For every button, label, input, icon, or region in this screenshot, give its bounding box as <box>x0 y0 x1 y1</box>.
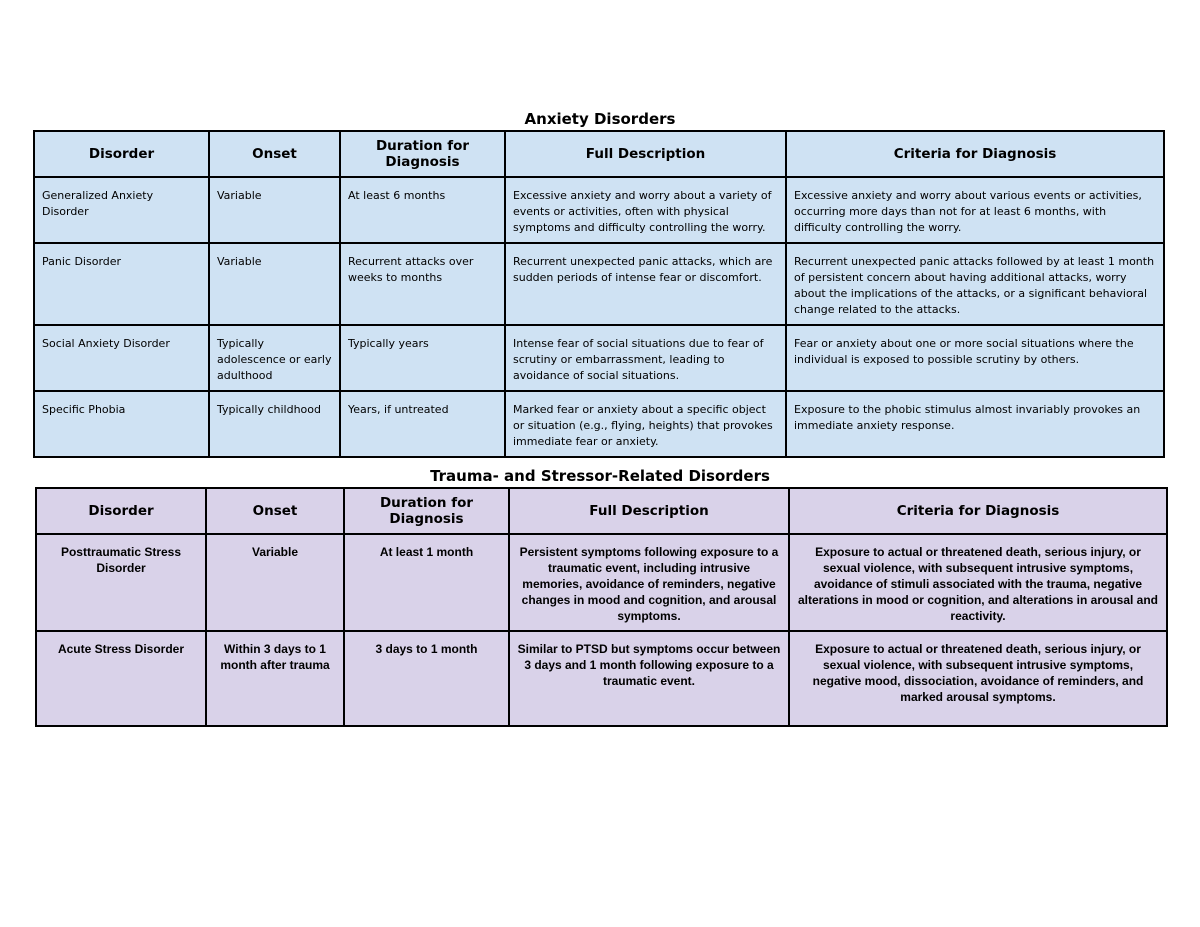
table-header-row <box>36 488 1167 534</box>
cell-description: Persistent symptoms following exposure to a traumatic event, including intrusive memories, avoidance of reminders, negative changes in mood and cognition, and arousal symptoms. <box>509 534 789 631</box>
table-row <box>34 177 1164 243</box>
cell-onset: Variable <box>209 243 340 325</box>
table-row <box>34 391 1164 457</box>
column-header-description: Full Description <box>509 488 789 534</box>
cell-disorder: Generalized Anxiety Disorder <box>34 177 209 243</box>
cell-criteria: Fear or anxiety about one or more social situations where the individual is exposed to possible scrutiny by others. <box>786 325 1164 391</box>
column-header-criteria: Criteria for Diagnosis <box>789 488 1167 534</box>
table-row <box>34 243 1164 325</box>
cell-duration: Typically years <box>340 325 505 391</box>
column-header-duration: Duration for Diagnosis <box>344 488 509 534</box>
cell-description: Recurrent unexpected panic attacks, which are sudden periods of intense fear or discomfort. <box>505 243 786 325</box>
cell-disorder: Panic Disorder <box>34 243 209 325</box>
column-header-disorder: Disorder <box>34 131 209 177</box>
cell-duration: At least 6 months <box>340 177 505 243</box>
anxiety-disorders-table <box>33 130 1165 458</box>
cell-description: Excessive anxiety and worry about a variety of events or activities, often with physical symptoms and difficulty controlling the worry. <box>505 177 786 243</box>
cell-description: Similar to PTSD but symptoms occur between 3 days and 1 month following exposure to a traumatic event. <box>509 631 789 726</box>
anxiety-section-title: Anxiety Disorders <box>524 110 676 128</box>
table-row <box>34 325 1164 391</box>
trauma-disorders-table <box>35 487 1168 727</box>
cell-criteria: Excessive anxiety and worry about various events or activities, occurring more days than not for at least 6 months, with difficulty controlling the worry. <box>786 177 1164 243</box>
cell-onset: Typically adolescence or early adulthood <box>209 325 340 391</box>
cell-disorder: Social Anxiety Disorder <box>34 325 209 391</box>
cell-duration: Years, if untreated <box>340 391 505 457</box>
cell-onset: Variable <box>209 177 340 243</box>
column-header-description: Full Description <box>505 131 786 177</box>
cell-disorder: Acute Stress Disorder <box>36 631 206 726</box>
column-header-disorder: Disorder <box>36 488 206 534</box>
cell-disorder: Specific Phobia <box>34 391 209 457</box>
cell-criteria: Exposure to actual or threatened death, serious injury, or sexual violence, with subsequent intrusive symptoms, negative mood, dissociation, avoidance of reminders, and marked arousal symptoms. <box>789 631 1167 726</box>
cell-duration: Recurrent attacks over weeks to months <box>340 243 505 325</box>
cell-onset: Typically childhood <box>209 391 340 457</box>
cell-onset: Within 3 days to 1 month after trauma <box>206 631 344 726</box>
cell-duration: At least 1 month <box>344 534 509 631</box>
column-header-criteria: Criteria for Diagnosis <box>786 131 1164 177</box>
trauma-section-title: Trauma- and Stressor-Related Disorders <box>430 467 770 485</box>
cell-criteria: Exposure to actual or threatened death, serious injury, or sexual violence, with subsequent intrusive symptoms, avoidance of stimuli associated with the trauma, negative alterations in mood or cognition, and alterations in arousal and reactivity. <box>789 534 1167 631</box>
cell-disorder: Posttraumatic Stress Disorder <box>36 534 206 631</box>
cell-criteria: Recurrent unexpected panic attacks followed by at least 1 month of persistent concern about having additional attacks, worry about the implications of the attacks, or a significant behavioral change related to the attacks. <box>786 243 1164 325</box>
cell-duration: 3 days to 1 month <box>344 631 509 726</box>
column-header-onset: Onset <box>209 131 340 177</box>
cell-description: Marked fear or anxiety about a specific object or situation (e.g., flying, heights) that provokes immediate fear or anxiety. <box>505 391 786 457</box>
cell-onset: Variable <box>206 534 344 631</box>
table-row <box>36 631 1167 726</box>
cell-description: Intense fear of social situations due to fear of scrutiny or embarrassment, leading to avoidance of social situations. <box>505 325 786 391</box>
column-header-duration: Duration for Diagnosis <box>340 131 505 177</box>
cell-criteria: Exposure to the phobic stimulus almost invariably provokes an immediate anxiety response. <box>786 391 1164 457</box>
table-header-row <box>34 131 1164 177</box>
column-header-onset: Onset <box>206 488 344 534</box>
table-row <box>36 534 1167 631</box>
